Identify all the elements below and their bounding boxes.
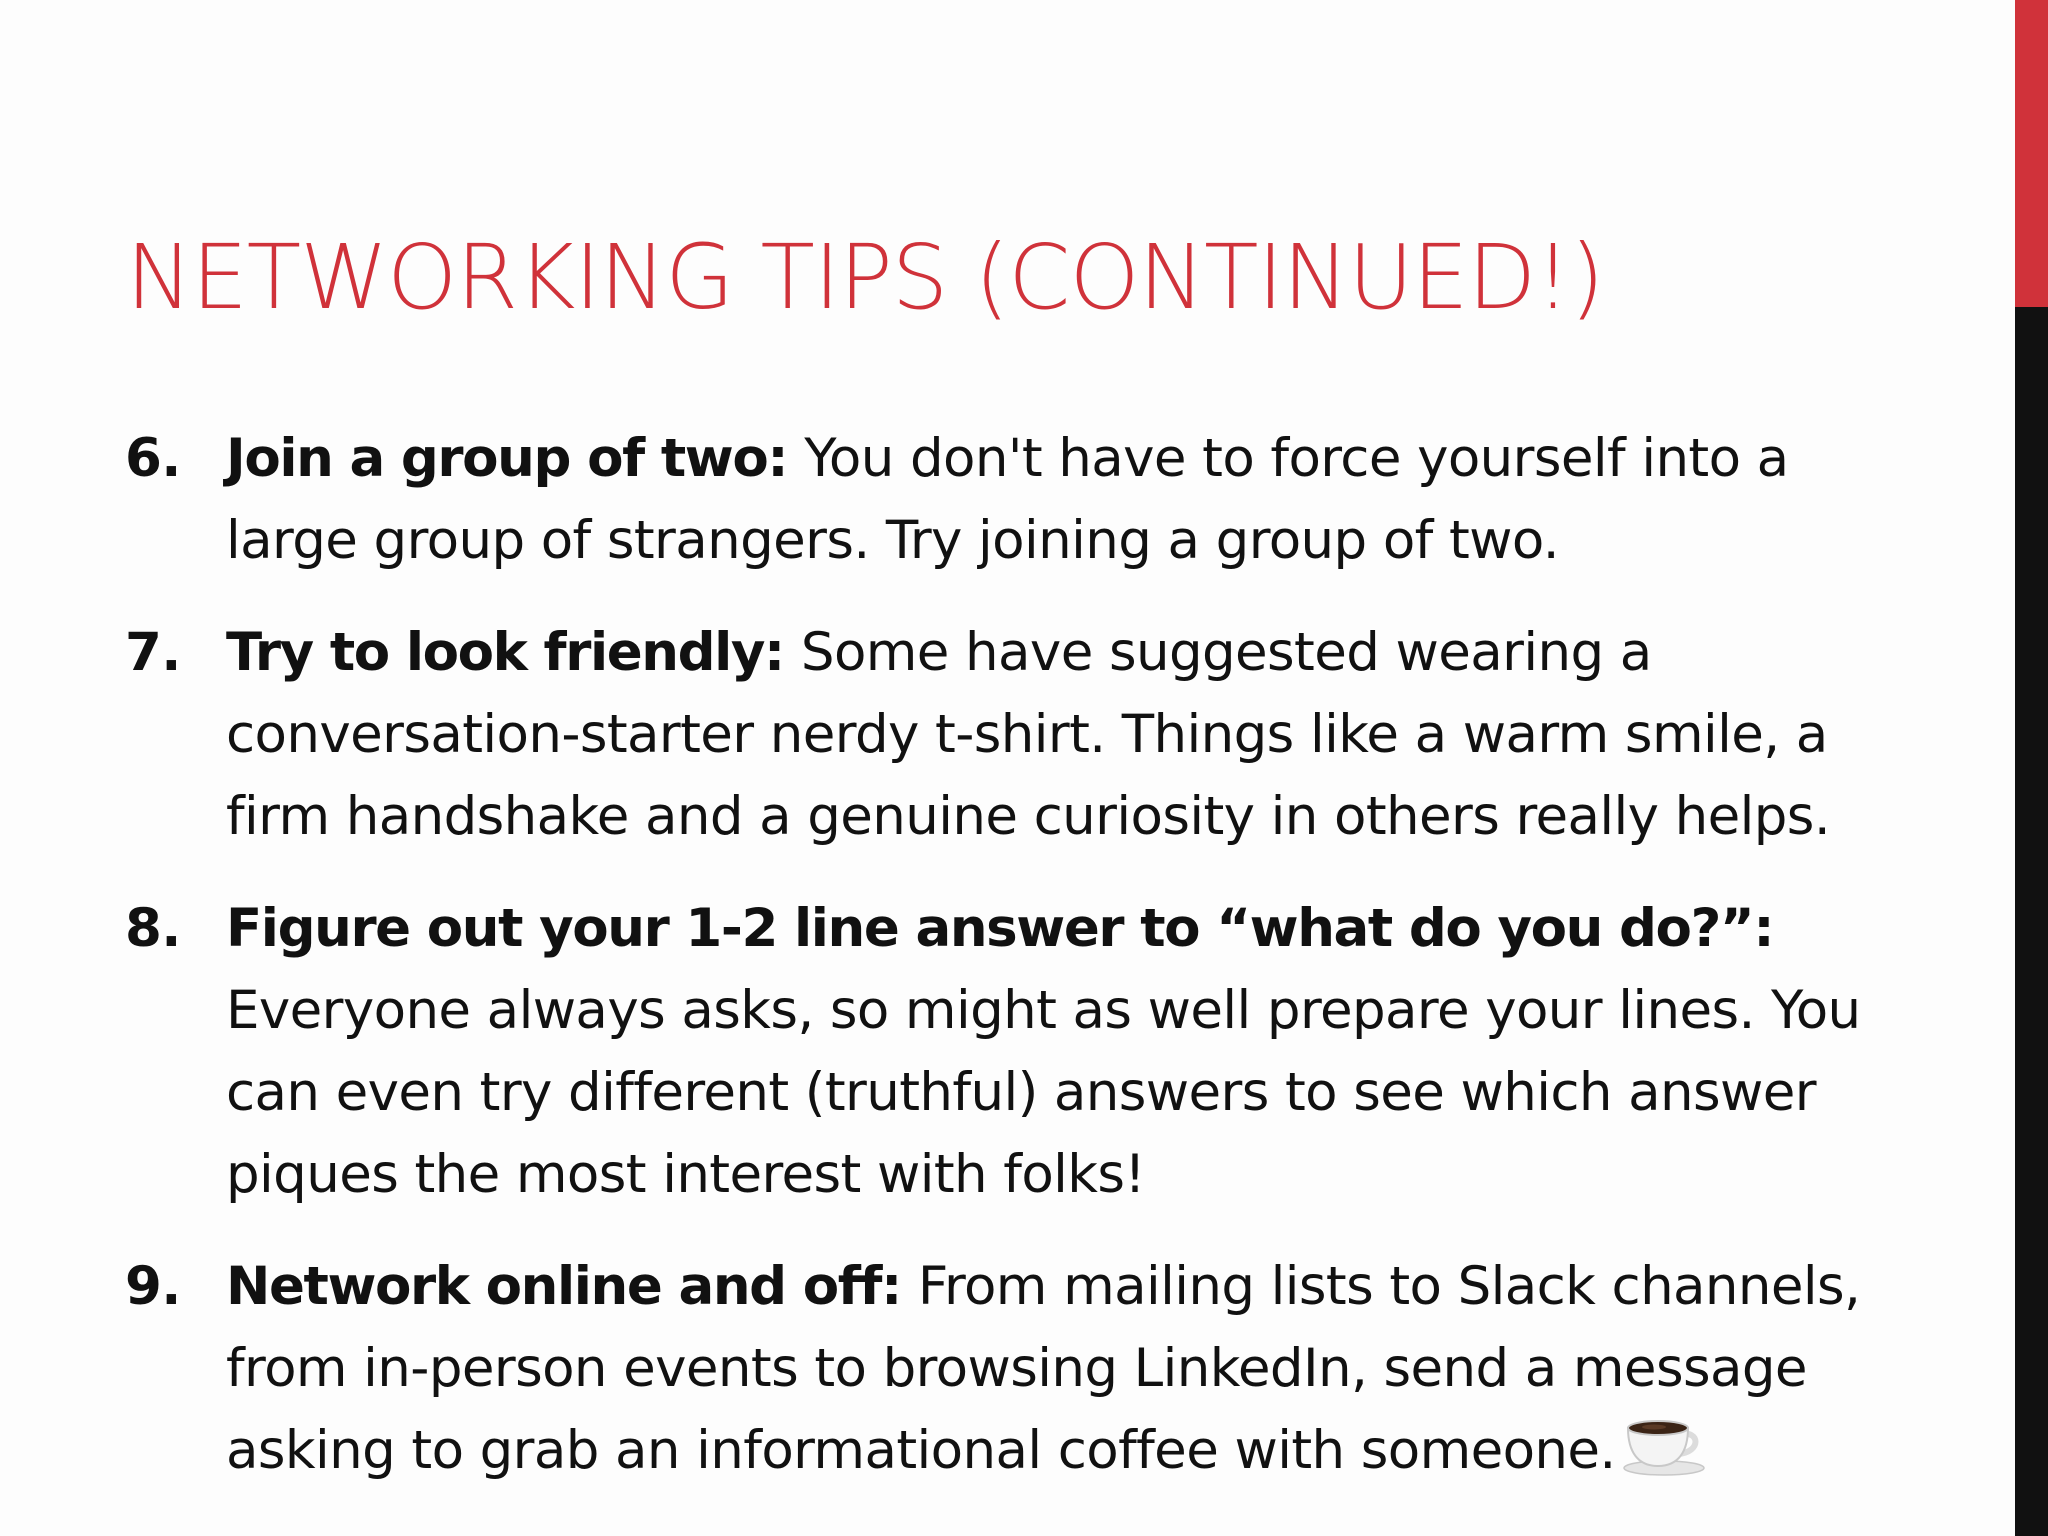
tip-item-6 (125, 418, 1915, 582)
tip-item-8 (125, 888, 1915, 1216)
coffee-cup-icon (1620, 1418, 1708, 1500)
tip-item-9 (125, 1246, 1915, 1500)
tip-heading: Figure out your 1-2 line answer to “what do you do?”: (226, 898, 1774, 959)
tip-item-7 (125, 612, 1915, 858)
tip-body: Everyone always asks, so might as well prepare your lines. You can even try different (truthful) answers to see which answer piques the most interest with folks! (226, 980, 1861, 1205)
tip-body: You don't have to force yourself into a large group of strangers. Try joining a group of two. (226, 428, 1789, 571)
tip-number: 9. (125, 1256, 181, 1317)
tip-number: 8. (125, 898, 181, 959)
tip-body: From mailing lists to Slack channels, from in-person events to browsing LinkedIn, send a message asking to grab an informational coffee with someone. (226, 1256, 1861, 1481)
dark-side-bar (2015, 307, 2048, 1536)
tip-body: Some have suggested wearing a conversation-starter nerdy t-shirt. Things like a warm smile, a firm handshake and a genuine curiosity in others really helps. (226, 622, 1831, 847)
tip-heading: Network online and off: (226, 1256, 918, 1317)
tip-number: 7. (125, 622, 181, 683)
tips-list (125, 418, 1915, 1530)
tip-heading: Try to look friendly: (226, 622, 801, 683)
tip-number: 6. (125, 428, 181, 489)
tip-heading: Join a group of two: (226, 428, 805, 489)
accent-side-bar (2015, 0, 2048, 307)
slide-title: NETWORKING TIPS (CONTINUED!) (126, 225, 1604, 329)
